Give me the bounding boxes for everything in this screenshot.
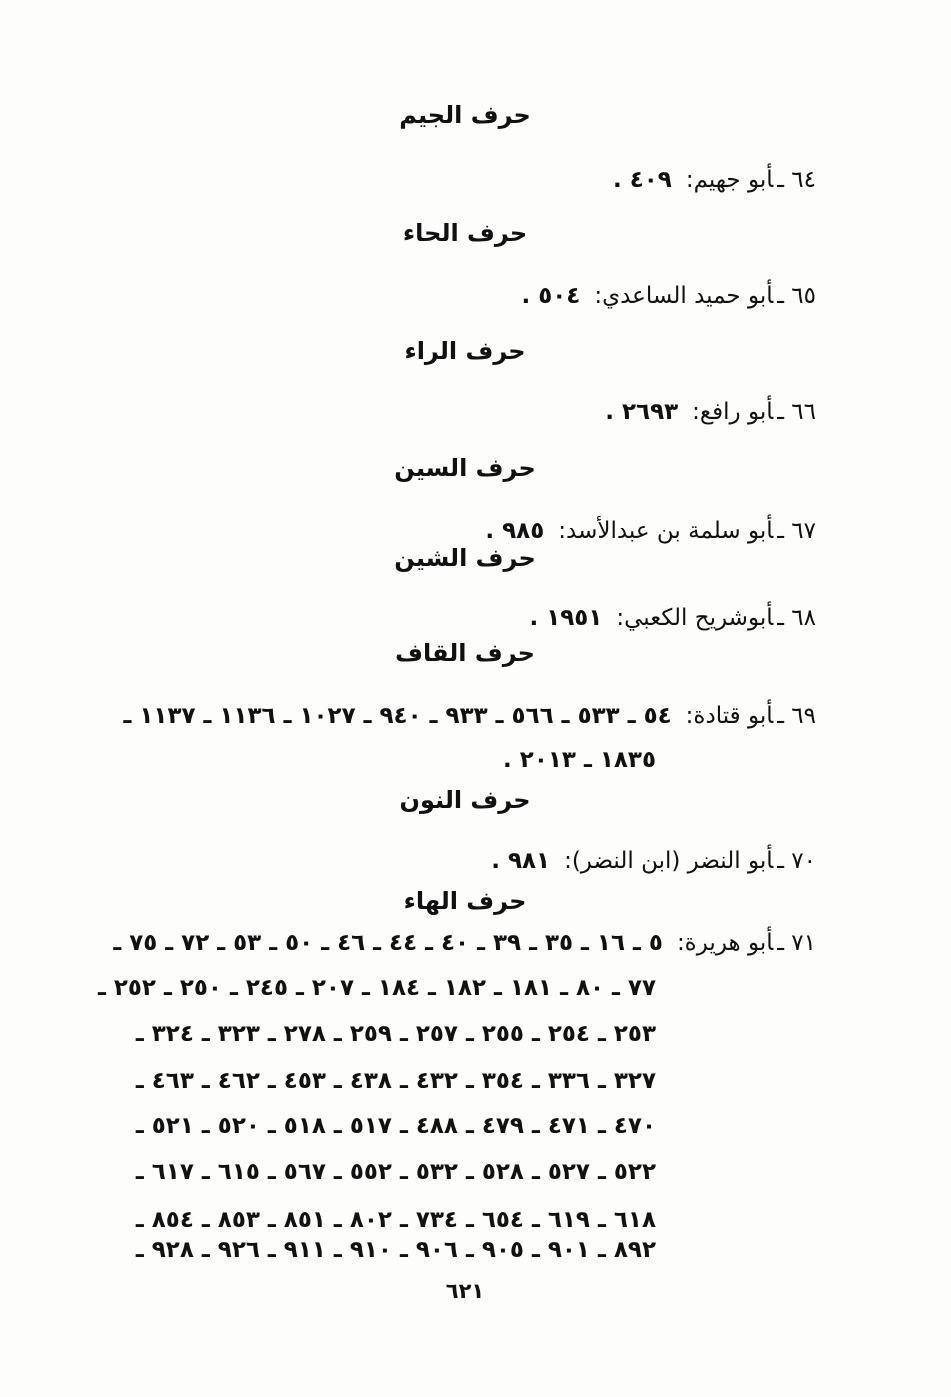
- entry-refs-continuation: ٥٢٢ ـ ٥٢٧ ـ ٥٢٨ ـ ٥٣٢ ـ ٥٥٢ ـ ٥٦٧ ـ ٦١٥ ـ ٦١٧ ـ: [135, 1159, 656, 1185]
- entry-refs: ٩٨١ .: [491, 848, 551, 874]
- entry-name: أبو جهيم:: [685, 167, 774, 193]
- section-heading-nun: حرف النون: [399, 786, 531, 814]
- index-entry-67: ٦٧ـأبو سلمة بن عبدالأسد:٩٨٥ .: [485, 518, 816, 544]
- entry-refs-continuation: ٣٢٧ ـ ٣٣٦ ـ ٣٥٤ ـ ٤٣٢ ـ ٤٣٨ ـ ٤٥٣ ـ ٤٦٢ ـ ٤٦٣ ـ: [135, 1068, 656, 1094]
- index-entry-71: ٧١ـأبو هريرة:٥ ـ ١٦ ـ ٣٥ ـ ٣٩ ـ ٤٠ ـ ٤٤ ـ ٤٦ ـ ٥٠ ـ ٥٣ ـ ٧٢ ـ ٧٥ ـ: [113, 930, 816, 956]
- entry-refs: ١٩٥١ .: [529, 605, 603, 631]
- entry-refs: ٥ ـ ١٦ ـ ٣٥ ـ ٣٩ ـ ٤٠ ـ ٤٤ ـ ٤٦ ـ ٥٠ ـ ٥٣ ـ ٧٢ ـ ٧٥ ـ: [113, 930, 663, 956]
- entry-refs-continuation: ٨٩٢ ـ ٩٠١ ـ ٩٠٥ ـ ٩٠٦ ـ ٩١٠ ـ ٩١١ ـ ٩٢٦ ـ ٩٢٨ ـ: [135, 1237, 656, 1263]
- entry-refs-continuation: ١٨٣٥ ـ ٢٠١٣ .: [503, 747, 656, 773]
- entry-number: ٦٦: [791, 399, 816, 425]
- entry-number: ٦٩: [791, 703, 816, 729]
- index-entry-69: ٦٩ـأبو قتادة:٥٤ ـ ٥٣٣ ـ ٥٦٦ ـ ٩٣٣ ـ ٩٤٠ ـ ١٠٢٧ ـ ١١٣٦ ـ ١١٣٧ ـ: [123, 703, 816, 729]
- entry-name: أبو قتادة:: [685, 703, 774, 729]
- entry-refs: ٤٠٩ .: [612, 167, 672, 193]
- section-heading-ha: حرف الحاء: [402, 219, 528, 247]
- entry-name: أبو هريرة:: [676, 930, 774, 956]
- entry-name: أبوشريح الكعبي:: [616, 605, 774, 631]
- section-heading-shin: حرف الشين: [394, 544, 536, 572]
- entry-refs-continuation: ٦١٨ ـ ٦١٩ ـ ٦٥٤ ـ ٧٣٤ ـ ٨٠٢ ـ ٨٥١ ـ ٨٥٣ ـ ٨٥٤ ـ: [135, 1207, 656, 1233]
- page-number: ٦٢١: [445, 1279, 485, 1303]
- entry-name: أبو سلمة بن عبدالأسد:: [558, 518, 774, 544]
- index-entry-68: ٦٨ـأبوشريح الكعبي:١٩٥١ .: [529, 605, 816, 631]
- section-heading-qaf: حرف القاف: [395, 639, 535, 667]
- section-heading-haa: حرف الهاء: [403, 887, 527, 915]
- entry-name: أبو النضر (ابن النضر):: [564, 848, 774, 874]
- entry-refs: ٥٠٤ .: [521, 283, 581, 309]
- entry-refs-continuation: ٢٥٣ ـ ٢٥٤ ـ ٢٥٥ ـ ٢٥٧ ـ ٢٥٩ ـ ٢٧٨ ـ ٣٢٣ ـ ٣٢٤ ـ: [135, 1021, 656, 1047]
- entry-number: ٦٧: [791, 518, 816, 544]
- section-heading-ra: حرف الراء: [404, 337, 526, 365]
- entry-refs: ٥٤ ـ ٥٣٣ ـ ٥٦٦ ـ ٩٣٣ ـ ٩٤٠ ـ ١٠٢٧ ـ ١١٣٦ ـ ١١٣٧ ـ: [123, 703, 672, 729]
- index-entry-70: ٧٠ـأبو النضر (ابن النضر):٩٨١ .: [491, 848, 816, 874]
- entry-refs-continuation: ٤٧٠ ـ ٤٧١ ـ ٤٧٩ ـ ٤٨٨ ـ ٥١٧ ـ ٥١٨ ـ ٥٢٠ ـ ٥٢١ ـ: [135, 1113, 656, 1139]
- entry-name: أبو رافع:: [692, 399, 774, 425]
- index-entry-65: ٦٥ـأبو حميد الساعدي:٥٠٤ .: [521, 283, 816, 309]
- entry-number: ٦٥: [791, 283, 816, 309]
- entry-number: ٦٤: [791, 167, 816, 193]
- entry-number: ٧٠: [791, 848, 816, 874]
- entry-refs: ٢٦٩٣ .: [605, 399, 679, 425]
- index-entry-64: ٦٤ـأبو جهيم:٤٠٩ .: [612, 167, 816, 193]
- entry-number: ٧١: [791, 930, 816, 956]
- entry-number: ٦٨: [791, 605, 816, 631]
- section-heading-sin: حرف السين: [394, 454, 536, 482]
- entry-name: أبو حميد الساعدي:: [594, 283, 774, 309]
- entry-refs: ٩٨٥ .: [485, 518, 545, 544]
- index-entry-66: ٦٦ـأبو رافع:٢٦٩٣ .: [605, 399, 816, 425]
- section-heading-jim: حرف الجيم: [399, 101, 531, 129]
- entry-refs-continuation: ٧٧ ـ ٨٠ ـ ١٨١ ـ ١٨٢ ـ ١٨٤ ـ ٢٠٧ ـ ٢٤٥ ـ ٢٥٠ ـ ٢٥٢ ـ: [97, 975, 656, 1001]
